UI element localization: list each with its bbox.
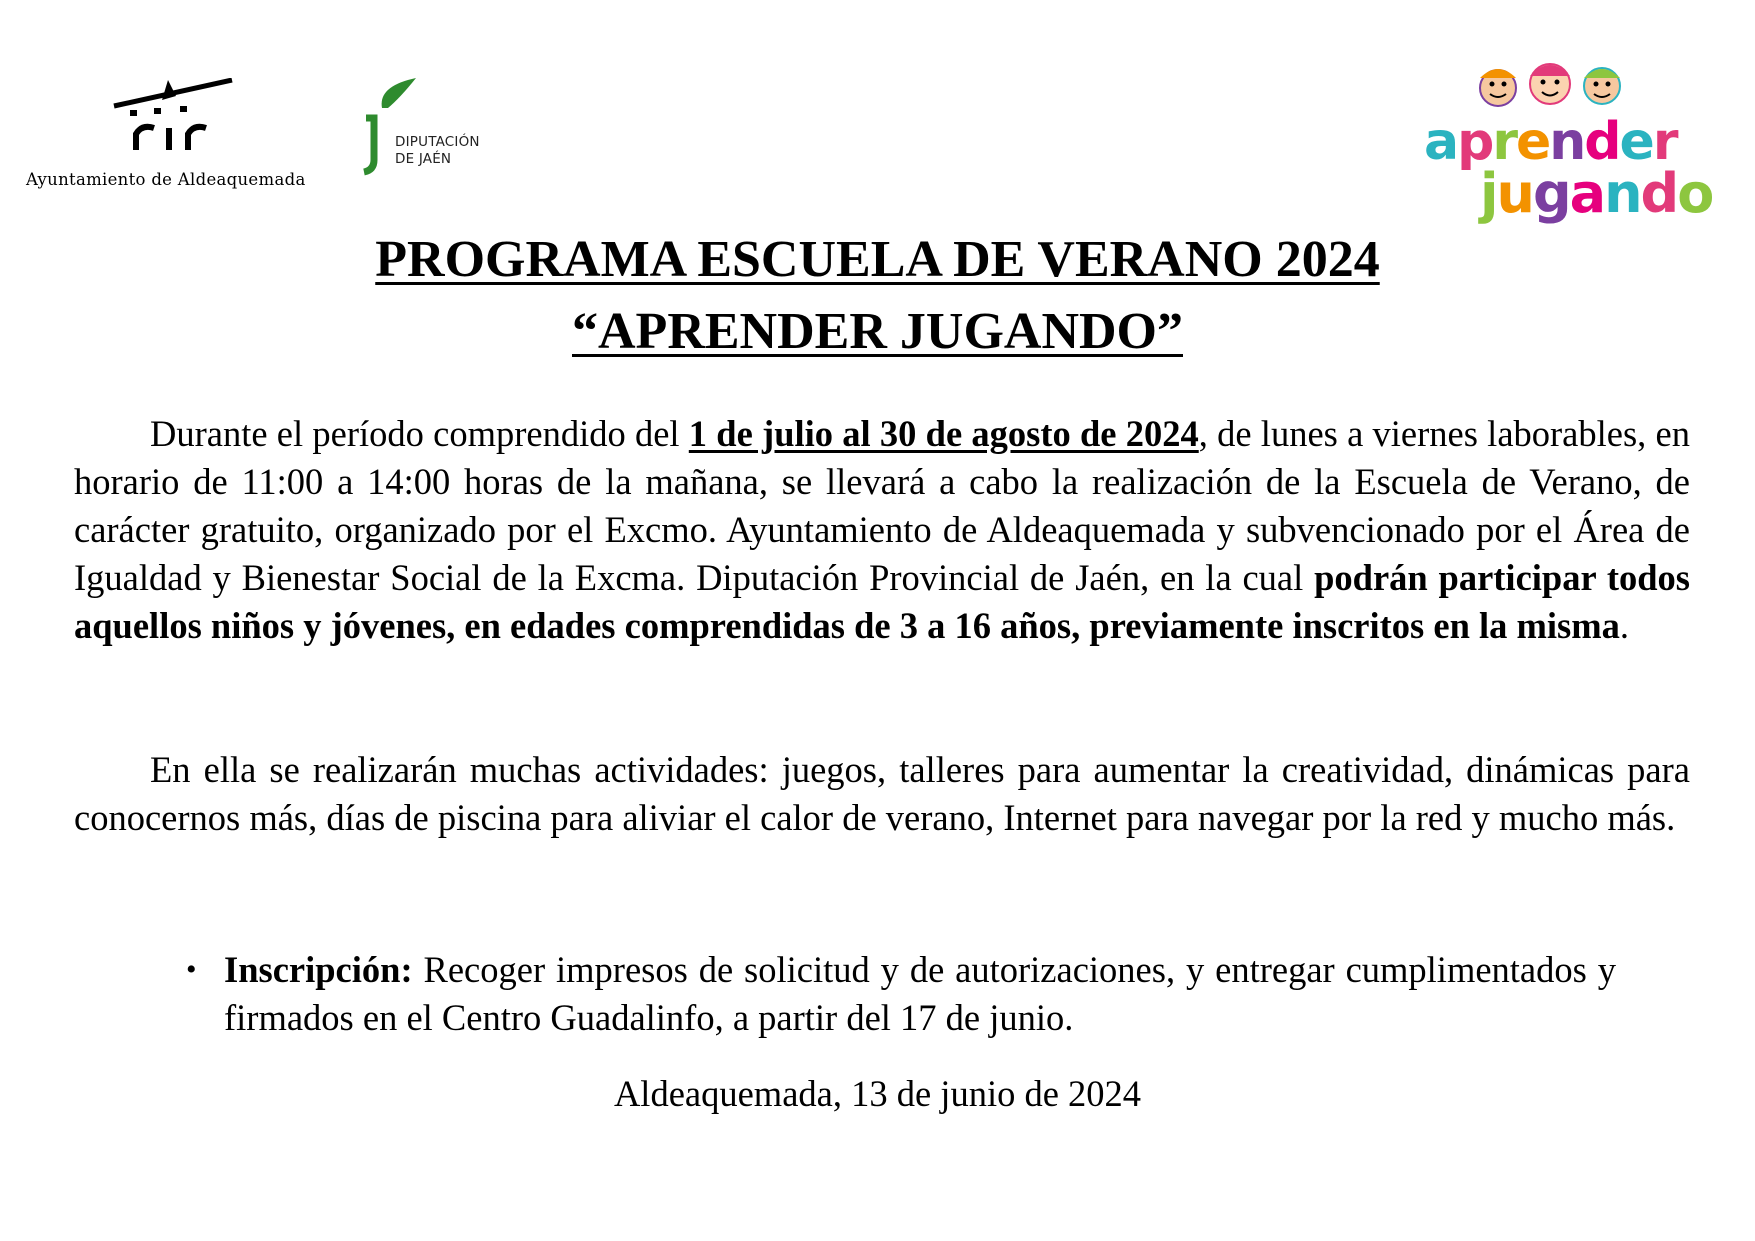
paragraph-activities: En ella se realizarán muchas actividades: juegos, talleres para aumentar la creatividad, dinámicas para conocernos más, días de piscina para aliviar el calor de verano, Internet para navegar por la red y mucho más. (74, 749, 1690, 838)
aprender-jugando-logo (1420, 54, 1713, 234)
page-title (0, 230, 1755, 290)
bullet-icon: • (186, 953, 197, 986)
p1-intro: Durante el período comprendido del (150, 413, 689, 454)
diputacion-line2: DE JAÉN (395, 151, 452, 167)
p1-end: . (1619, 605, 1630, 646)
inscription-text: Recoger impresos de solicitud y de autorizaciones, y entregar cumplimentados y firmados en el Centro Guadalinfo, a partir del 17 de junio. (224, 949, 1616, 1038)
page-subtitle (0, 302, 1755, 362)
aprender-logo-line2: jugando (1480, 162, 1713, 225)
ayuntamiento-emblem-icon (102, 78, 242, 150)
diputacion-logo (360, 78, 520, 193)
ayuntamiento-caption: Ayuntamiento de Aldeaquemada (26, 170, 306, 189)
diputacion-line1: DIPUTACIÓN (395, 134, 480, 150)
p1-participants: podrán participar todos aquellos niños y jóvenes, en edades comprendidas de 3 a 16 años, previamente inscritos en la misma (74, 557, 1690, 646)
ayuntamiento-logo (22, 78, 322, 193)
p1-dates: 1 de julio al 30 de agosto de 2024 (688, 413, 1199, 454)
title-line1: PROGRAMA ESCUELA DE VERANO 2024 (375, 231, 1380, 288)
paragraph-dates (74, 410, 1690, 650)
title-line2: “APRENDER JUGANDO” (572, 303, 1183, 360)
p1-body: , de lunes a viernes laborables, en horario de 11:00 a 14:00 horas de la mañana, se llevará a cabo la realización de la Escuela de Verano, de carácter gratuito, organizado por el Excmo. Ayuntamiento de Aldeaquemada y subvencionado por el Área de Igualdad y Bienestar Social de la Excma. Diputación Provincial de Jaén, en la cual (74, 413, 1690, 598)
inscription-item (224, 946, 1616, 1042)
place-date: Aldeaquemada, 13 de junio de 2024 (613, 1073, 1142, 1114)
aprender-logo-line1: aprender (1424, 112, 1677, 172)
inscription-label: Inscripción: (224, 949, 413, 990)
